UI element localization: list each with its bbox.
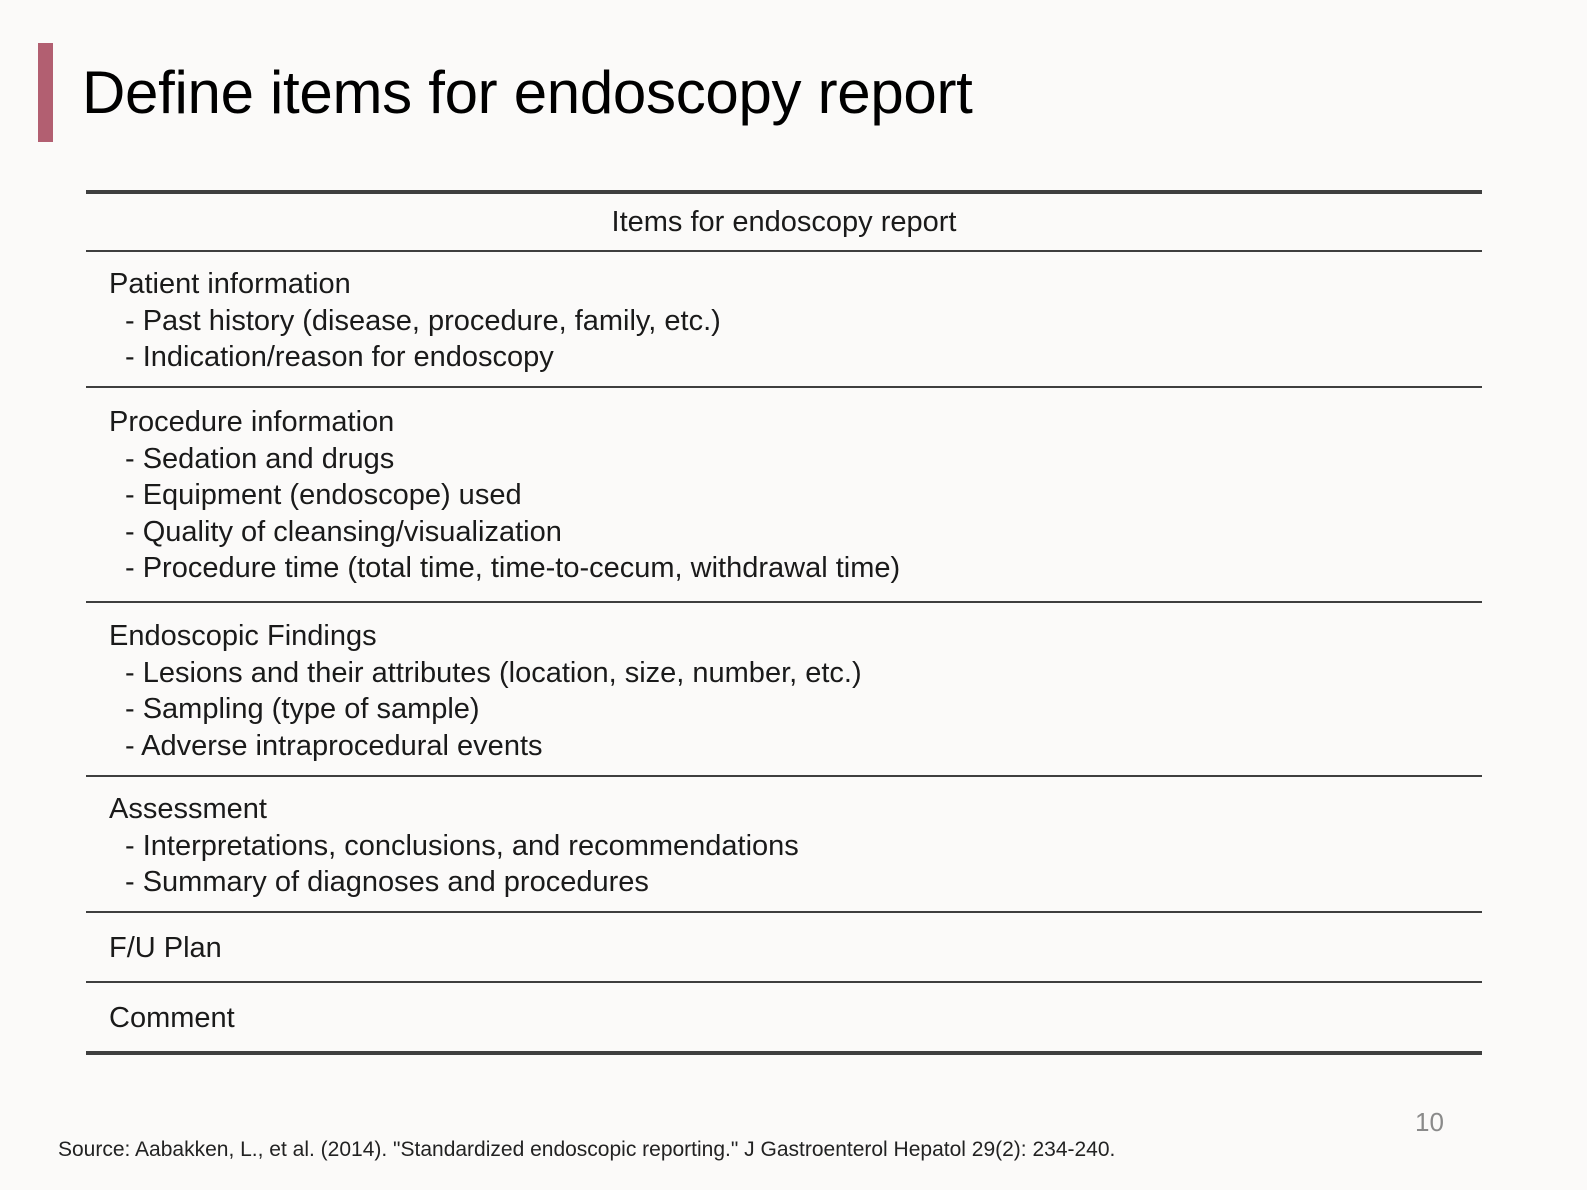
section-comment (86, 983, 1482, 1051)
section-endoscopic-findings (86, 603, 1482, 777)
source-citation: Source: Aabakken, L., et al. (2014). "Standardized endoscopic reporting." J Gastroenterol Hepatol 29(2): 234-240. (58, 1138, 1116, 1161)
report-items-table (86, 190, 1482, 1055)
list-item: - Interpretations, conclusions, and recommendations (125, 829, 799, 862)
list-item: - Indication/reason for endoscopy (125, 341, 554, 373)
list-item: - Past history (disease, procedure, family, etc.) (125, 304, 721, 337)
list-item: - Summary of diagnoses and procedures (125, 866, 649, 898)
list-item: - Procedure time (total time, time-to-cecum, withdrawal time) (125, 552, 901, 584)
title-accent-bar (38, 43, 53, 142)
page-number: 10 (1415, 1107, 1444, 1137)
table-header: Items for endoscopy report (86, 194, 1482, 252)
section-heading: Assessment (109, 793, 267, 825)
section-patient-information (86, 252, 1482, 388)
list-item: - Lesions and their attributes (location, size, number, etc.) (125, 656, 862, 689)
list-item: - Sampling (type of sample) (125, 693, 480, 725)
list-item: - Adverse intraprocedural events (125, 729, 543, 762)
list-item: - Quality of cleansing/visualization (125, 515, 562, 548)
list-item: - Equipment (endoscope) used (125, 479, 522, 511)
section-heading: F/U Plan (109, 932, 222, 964)
section-heading: Patient information (109, 268, 351, 300)
section-fu-plan (86, 913, 1482, 983)
list-item: - Sedation and drugs (125, 442, 395, 475)
section-heading: Comment (109, 1002, 235, 1034)
section-procedure-information (86, 388, 1482, 603)
slide-title: Define items for endoscopy report (82, 59, 973, 126)
section-heading: Procedure information (109, 406, 395, 438)
section-heading: Endoscopic Findings (109, 620, 377, 652)
section-assessment (86, 777, 1482, 913)
